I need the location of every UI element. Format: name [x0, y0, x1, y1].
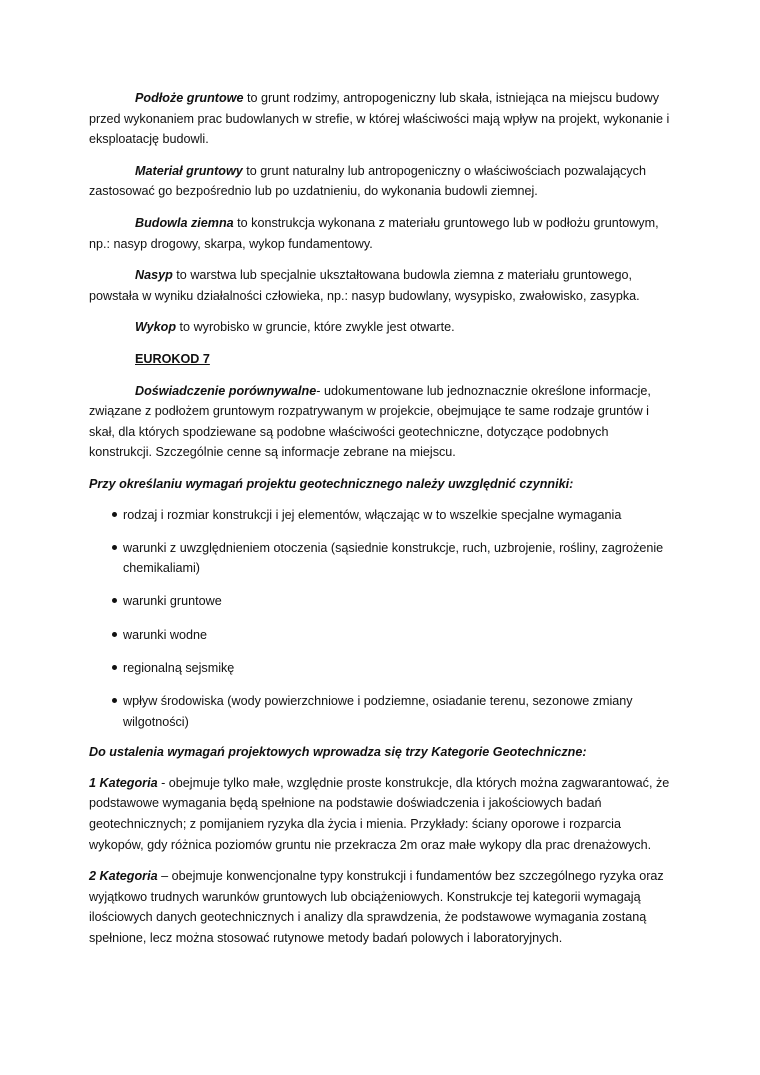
bullet-icon [112, 698, 117, 703]
bullet-icon [112, 632, 117, 637]
category-term: 2 Kategoria [89, 869, 158, 884]
list-item-text: warunki wodne [123, 627, 208, 642]
list-item [89, 625, 674, 646]
definition-nasyp [89, 265, 674, 306]
definition-term: Materiał gruntowy [135, 163, 243, 178]
category-text: - obejmuje tylko małe, względnie proste konstrukcje, dla których można zagwarantować, że podstawowe wymagania będą spełnione na podstawie doświadczenia i jakościowych badań geotechnicznych; z pomijaniem ryzyka dla życia i mienia. Przykłady: ściany oporowe i rozparcia wykopów, gdy różnica poziomów gruntu nie przekracza 2m oraz małe wykopy dla prac drenażowych. [89, 775, 670, 852]
definition-doswiadczenie-porownywalne [89, 381, 674, 463]
definition-text: - udokumentowane lub jednoznacznie określone informacje, związane z podłożem gruntowym rozpatrywanym w projekcie, obejmujące te same rodzaje gruntów i skał, dla których spodziewane są podobne właściwości geotechniczne, dotyczące podobnych konstrukcji. Szczególnie cenne są informacje zebrane na miejscu. [89, 383, 651, 460]
list-item-text: regionalną sejsmikę [123, 660, 235, 675]
definition-material-gruntowy [89, 161, 674, 202]
definition-text: to konstrukcja wykonana z materiału gruntowego lub w podłożu gruntowym, np.: nasyp drogowy, skarpa, wykop fundamentowy. [89, 215, 659, 251]
definition-term: Wykop [135, 320, 177, 335]
definition-wykop [89, 317, 674, 338]
categories-heading: Do ustalenia wymagań projektowych wprowadza się trzy Kategorie Geotechniczne: [89, 745, 587, 760]
definition-text: to grunt rodzimy, antropogeniczny lub skała, istniejąca na miejscu budowy przed wykonaniem prac budowlanych w strefie, w której właściwości mają wpływ na projekt, wykonanie i eksploatację budowli. [89, 91, 670, 147]
bullet-icon [112, 598, 117, 603]
bullet-icon [112, 665, 117, 670]
category-text: – obejmuje konwencjonalne typy konstrukcji i fundamentów bez szczególnego ryzyka oraz wyjątkowo trudnych warunków gruntowych lub obciążeniowych. Konstrukcje tej kategorii wymagają ilościowych danych geotechnicznych i analizy dla sprawdzenia, że podstawowe wymagania zostaną spełnione, lecz można stosować rutynowe metody badań polowych i laboratoryjnych. [89, 869, 664, 945]
bullet-icon [112, 512, 117, 517]
definition-term: Nasyp [135, 268, 173, 283]
definition-podloze-gruntowe [89, 88, 674, 150]
eurokod-heading: EUROKOD 7 [135, 351, 210, 366]
definition-term: Doświadczenie porównywalne [135, 383, 317, 398]
list-item [89, 658, 674, 679]
definition-term: Budowla ziemna [135, 215, 234, 230]
list-item [89, 538, 674, 579]
category-term: 1 Kategoria [89, 775, 158, 790]
list-item-text: wpływ środowiska (wody powierzchniowe i podziemne, osiadanie terenu, sezonowe zmiany wilgotności) [123, 694, 633, 729]
list-item-text: warunki z uwzględnieniem otoczenia (sąsiednie konstrukcje, ruch, uzbrojenie, rośliny, zagrożenie chemikaliami) [123, 540, 664, 576]
definition-text: to warstwa lub specjalnie ukształtowana budowla ziemna z materiału gruntowego, powstała w wyniku działalności człowieka, np.: nasyp budowlany, wysypisko, zwałowisko, zasypka. [89, 268, 640, 303]
list-item [89, 591, 674, 612]
bullet-icon [112, 545, 117, 550]
list-item-text: rodzaj i rozmiar konstrukcji i jej elementów, włączając w to wszelkie specjalne wymagania [123, 507, 622, 522]
list-item [89, 691, 674, 732]
factors-list [89, 505, 674, 733]
factors-heading: Przy określaniu wymagań projektu geotechnicznego należy uwzględnić czynniki: [89, 476, 574, 491]
definition-text: to grunt naturalny lub antropogeniczny o właściwościach pozwalających zastosować go bezpośrednio lub po uzdatnieniu, do wykonania budowli ziemnej. [89, 163, 646, 199]
definition-text: to wyrobisko w gruncie, które zwykle jest otwarte. [176, 320, 455, 335]
category-2 [89, 866, 674, 948]
category-1 [89, 773, 674, 855]
list-item-text: warunki gruntowe [123, 594, 222, 609]
definition-budowla-ziemna [89, 213, 674, 254]
definition-term: Podłoże gruntowe [135, 91, 244, 105]
list-item [89, 505, 674, 526]
